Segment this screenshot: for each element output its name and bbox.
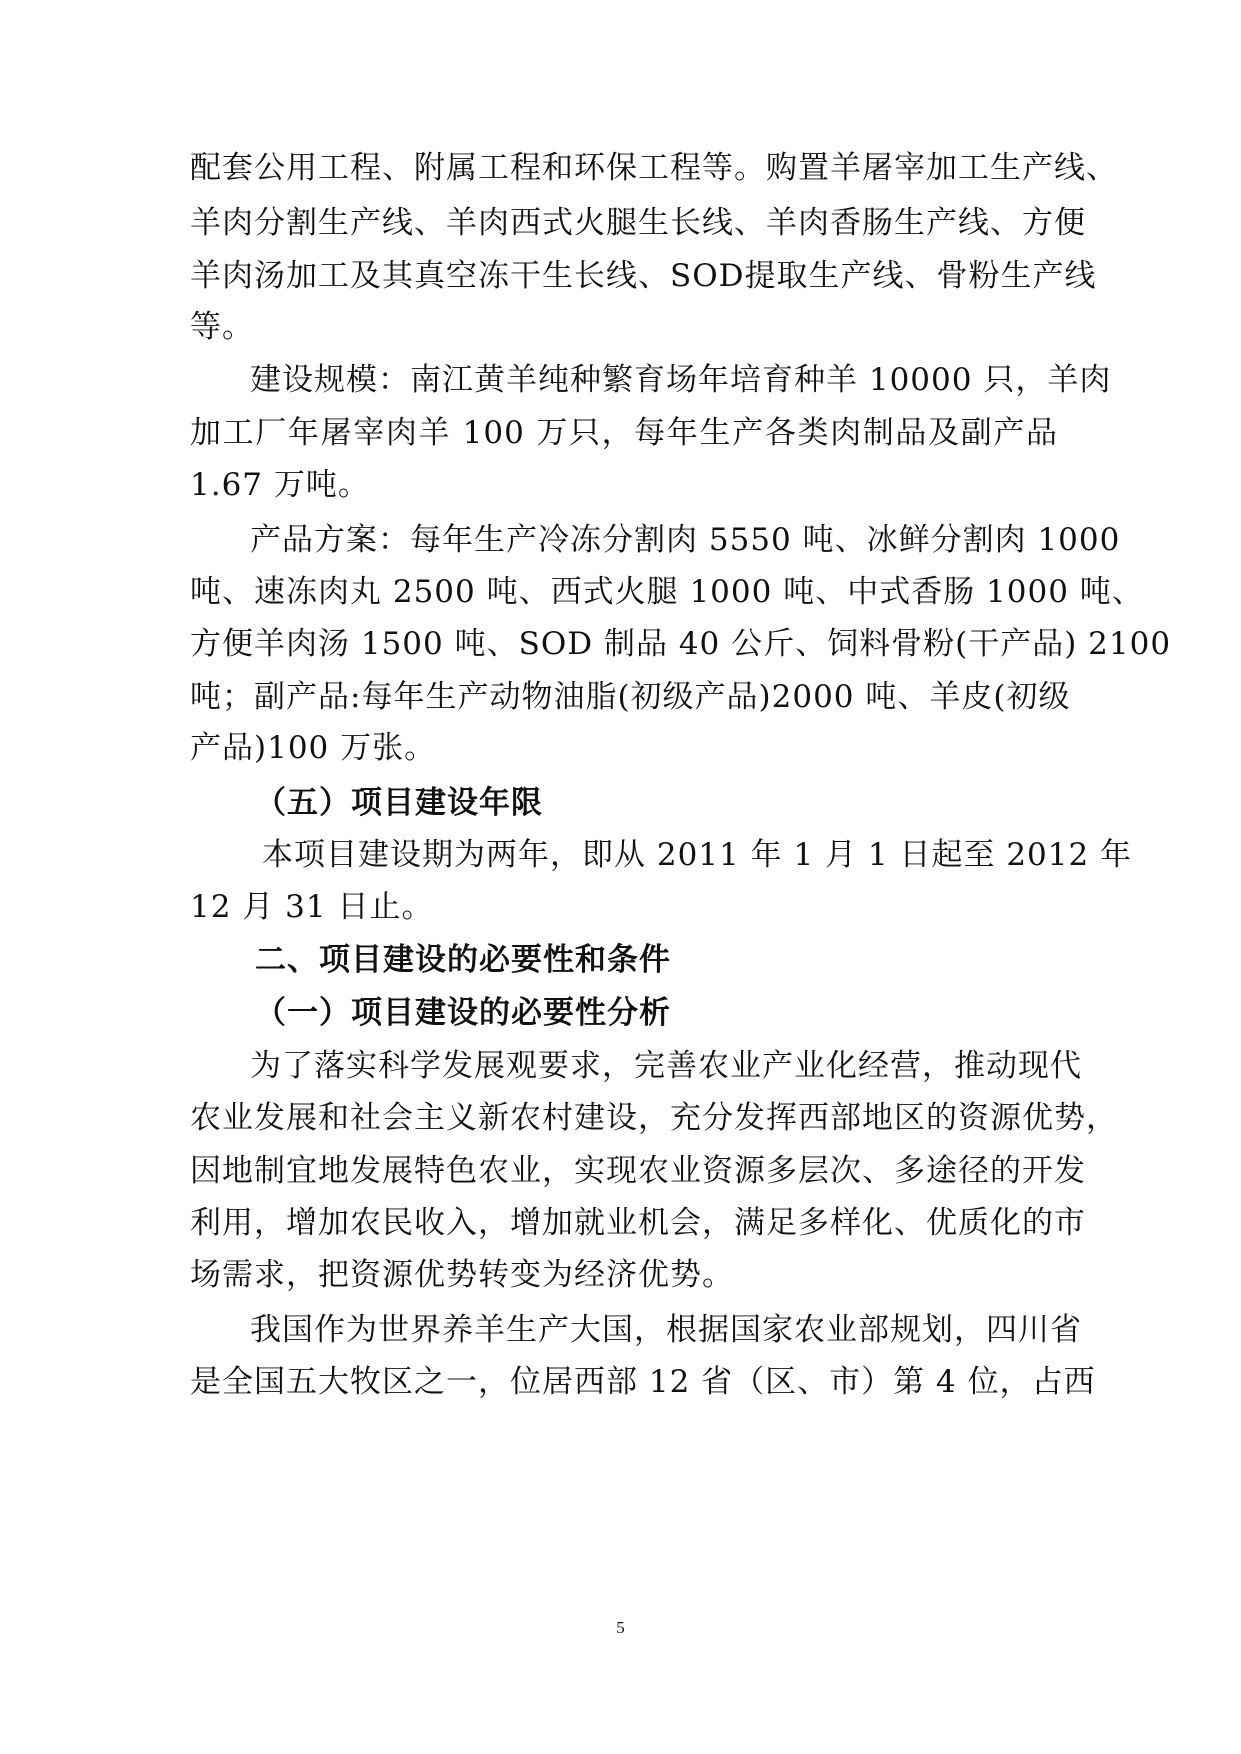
text-line: 场需求，把资源优势转变为经济优势。	[190, 1257, 734, 1293]
text-line: 方便羊肉汤 1500 吨、SOD 制品 40 公斤、饲料骨粉(干产品) 2100	[190, 626, 1172, 662]
text-line: 我国作为世界养羊生产大国，根据国家农业部规划，四川省	[250, 1312, 1082, 1348]
text-line: 吨、速冻肉丸 2500 吨、西式火腿 1000 吨、中式香肠 1000 吨、	[190, 574, 1144, 610]
text-line: 吨；副产品:每年生产动物油脂(初级产品)2000 吨、羊皮(初级	[190, 679, 1071, 715]
text-line: 1.67 万吨。	[190, 467, 370, 503]
text-line: 加工厂年屠宰肉羊 100 万只，每年生产各类肉制品及副产品	[190, 415, 1058, 451]
text-line: 因地制宜地发展特色农业，实现农业资源多层次、多途径的开发	[190, 1153, 1086, 1189]
page-number: 5	[616, 1618, 625, 1637]
text-line: 是全国五大牧区之一，位居西部 12 省（区、市）第 4 位，占西	[190, 1364, 1096, 1400]
text-line: 建设规模：南江黄羊纯种繁育场年培育种羊 10000 只，羊肉	[250, 362, 1112, 398]
text-line: 12 月 31 日止。	[190, 889, 434, 925]
section-heading: （五）项目建设年限	[255, 785, 543, 821]
text-line: 产品)100 万张。	[190, 730, 437, 766]
text-line: 本项目建设期为两年，即从 2011 年 1 月 1 日起至 2012 年	[262, 837, 1133, 873]
text-line: 配套公用工程、附属工程和环保工程等。购置羊屠宰加工生产线、	[190, 150, 1118, 186]
text-line: 等。	[190, 309, 254, 345]
section-heading: 二、项目建设的必要性和条件	[255, 942, 671, 978]
text-line: 产品方案：每年生产冷冻分割肉 5550 吨、冰鲜分割肉 1000	[250, 522, 1121, 558]
text-line: 为了落实科学发展观要求，完善农业产业化经营，推动现代	[250, 1048, 1082, 1084]
text-line: 农业发展和社会主义新农村建设，充分发挥西部地区的资源优势，	[190, 1100, 1118, 1136]
text-line: 羊肉汤加工及其真空冻干生长线、SOD提取生产线、骨粉生产线	[190, 258, 1097, 294]
text-line: 利用，增加农民收入，增加就业机会，满足多样化、优质化的市	[190, 1205, 1086, 1241]
section-heading: （一）项目建设的必要性分析	[255, 995, 671, 1031]
text-line: 羊肉分割生产线、羊肉西式火腿生长线、羊肉香肠生产线、方便	[190, 205, 1086, 241]
